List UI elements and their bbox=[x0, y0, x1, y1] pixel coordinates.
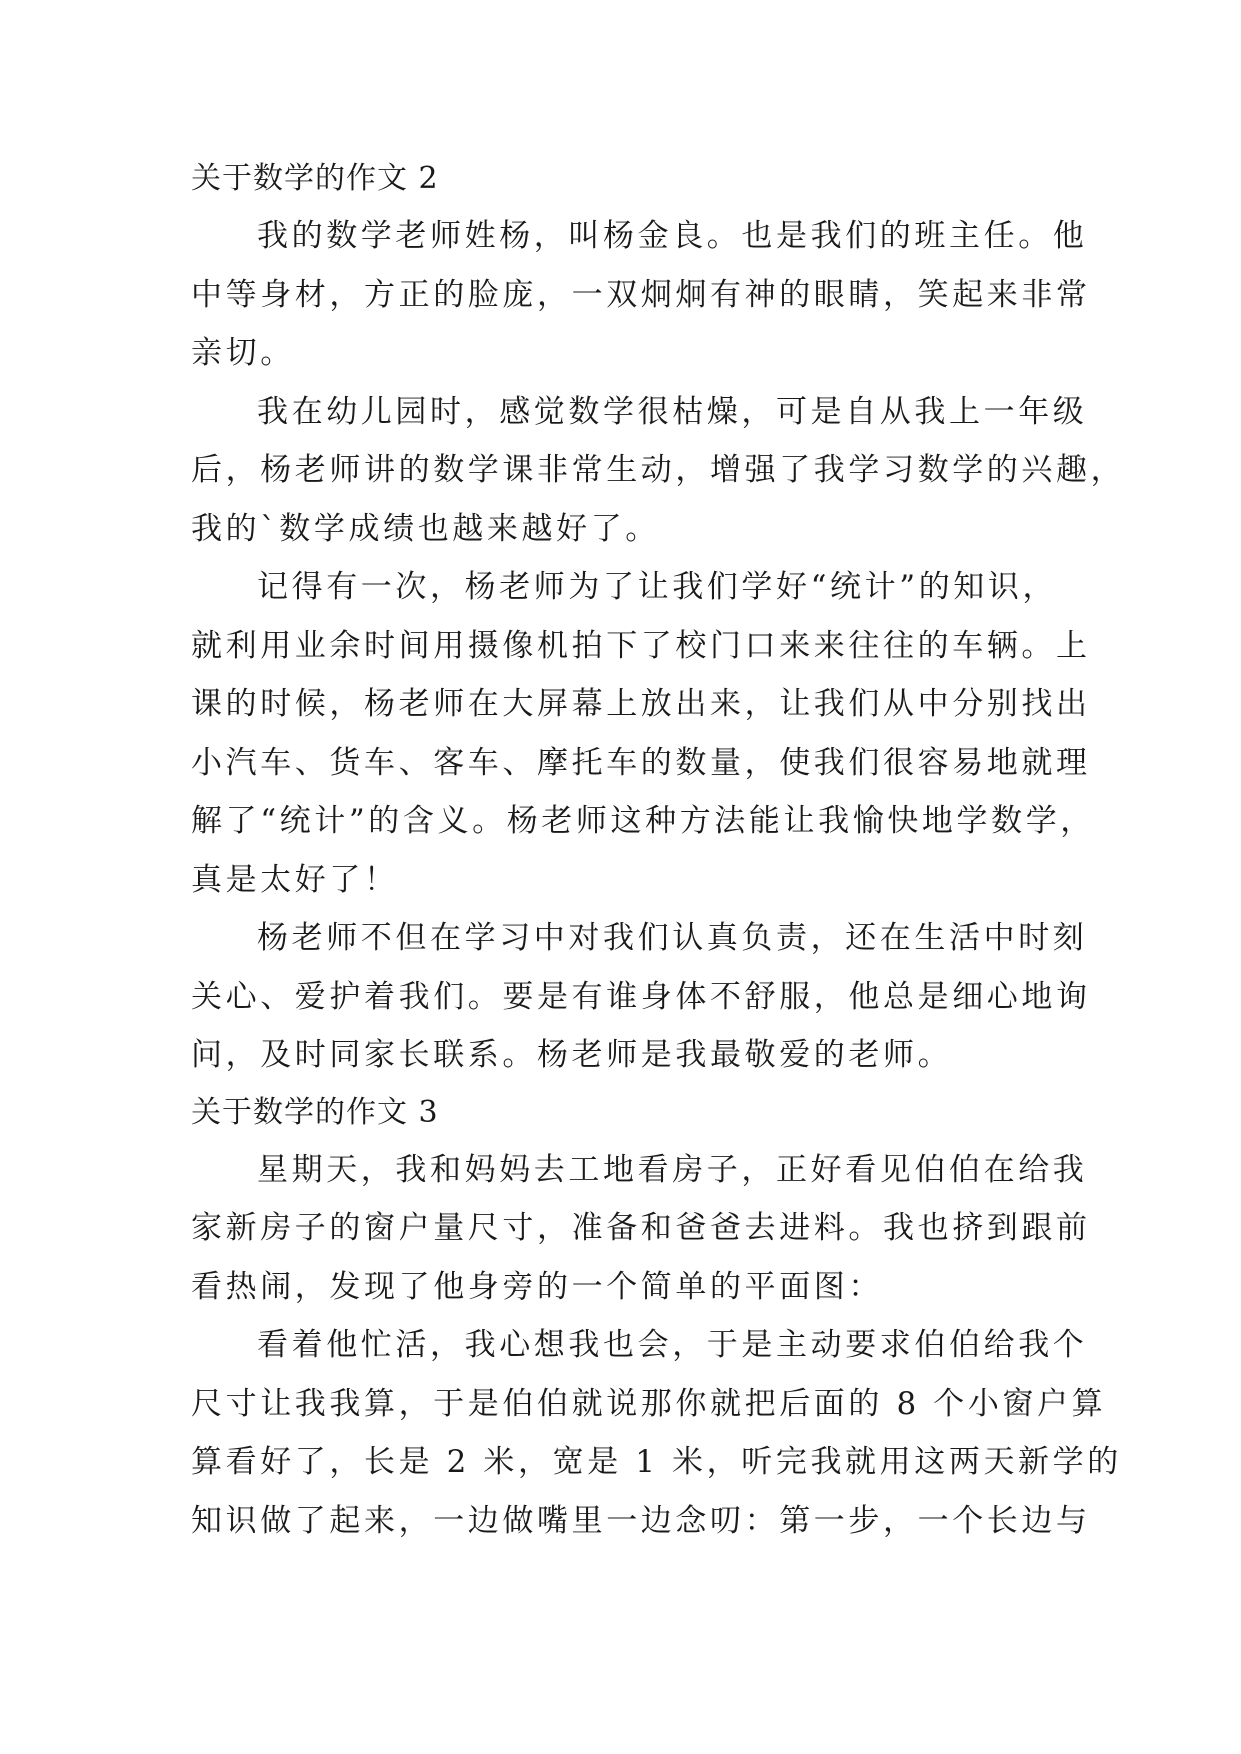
paragraph-line: 解了“统计”的含义。杨老师这种方法能让我愉快地学数学， bbox=[191, 803, 1095, 839]
paragraph-line: 记得有一次，杨老师为了让我们学好“统计”的知识， bbox=[257, 569, 1058, 605]
paragraph bbox=[191, 558, 1095, 909]
paragraph-line: 我的数学老师姓杨，叫杨金良。也是我们的班主任。他 bbox=[257, 218, 1088, 254]
paragraph-line: 真是太好了！ bbox=[191, 861, 399, 898]
section-heading: 关于数学的作文 2 bbox=[191, 161, 439, 196]
paragraph-line: 就利用业余时间用摄像机拍下了校门口来来往往的车辆。上 bbox=[191, 627, 1091, 664]
paragraph-line: 看热闹，发现了他身旁的一个简单的平面图： bbox=[191, 1268, 883, 1305]
paragraph bbox=[191, 909, 1091, 1085]
paragraph-line: 家新房子的窗户量尺寸，准备和爸爸去进料。我也挤到跟前 bbox=[191, 1210, 1091, 1246]
paragraph-line: 亲切。 bbox=[191, 335, 295, 371]
paragraph-line: 尺寸让我我算，于是伯伯就说那你就把后面的 8 个小窗户算 bbox=[191, 1385, 1107, 1422]
paragraph-line: 我的`数学成绩也越来越好了。 bbox=[191, 510, 660, 547]
paragraph-line: 看着他忙活，我心想我也会，于是主动要求伯伯给我个 bbox=[257, 1327, 1088, 1363]
paragraph-line: 问，及时同家长联系。杨老师是我最敬爱的老师。 bbox=[191, 1037, 953, 1073]
paragraph-line: 小汽车、货车、客车、摩托车的数量，使我们很容易地就理 bbox=[191, 744, 1091, 781]
paragraph-line: 星期天，我和妈妈去工地看房子，正好看见伯伯在给我 bbox=[257, 1151, 1088, 1188]
paragraph-line: 后，杨老师讲的数学课非常生动，增强了我学习数学的兴趣， bbox=[191, 452, 1126, 488]
paragraph-line: 杨老师不但在学习中对我们认真负责，还在生活中时刻 bbox=[257, 920, 1088, 956]
paragraph bbox=[191, 207, 1091, 383]
paragraph-line: 算看好了，长是 2 米，宽是 1 米，听完我就用这两天新学的 bbox=[191, 1444, 1122, 1480]
paragraph-line: 关心、爱护着我们。要是有谁身体不舒服，他总是细心地询 bbox=[191, 978, 1091, 1015]
paragraph-line: 我在幼儿园时，感觉数学很枯燥，可是自从我上一年级 bbox=[257, 393, 1088, 430]
paragraph bbox=[191, 1316, 1122, 1550]
paragraph-line: 知识做了起来，一边做嘴里一边念叨：第一步，一个长边与 bbox=[191, 1502, 1091, 1539]
paragraph-line: 中等身材，方正的脸庞，一双炯炯有神的眼睛，笑起来非常 bbox=[191, 276, 1091, 313]
document-body bbox=[191, 151, 1126, 1550]
paragraph-line: 课的时候，杨老师在大屏幕上放出来，让我们从中分别找出 bbox=[191, 686, 1091, 722]
paragraph bbox=[191, 1141, 1091, 1317]
section-heading: 关于数学的作文 3 bbox=[191, 1094, 439, 1130]
paragraph bbox=[191, 383, 1126, 559]
